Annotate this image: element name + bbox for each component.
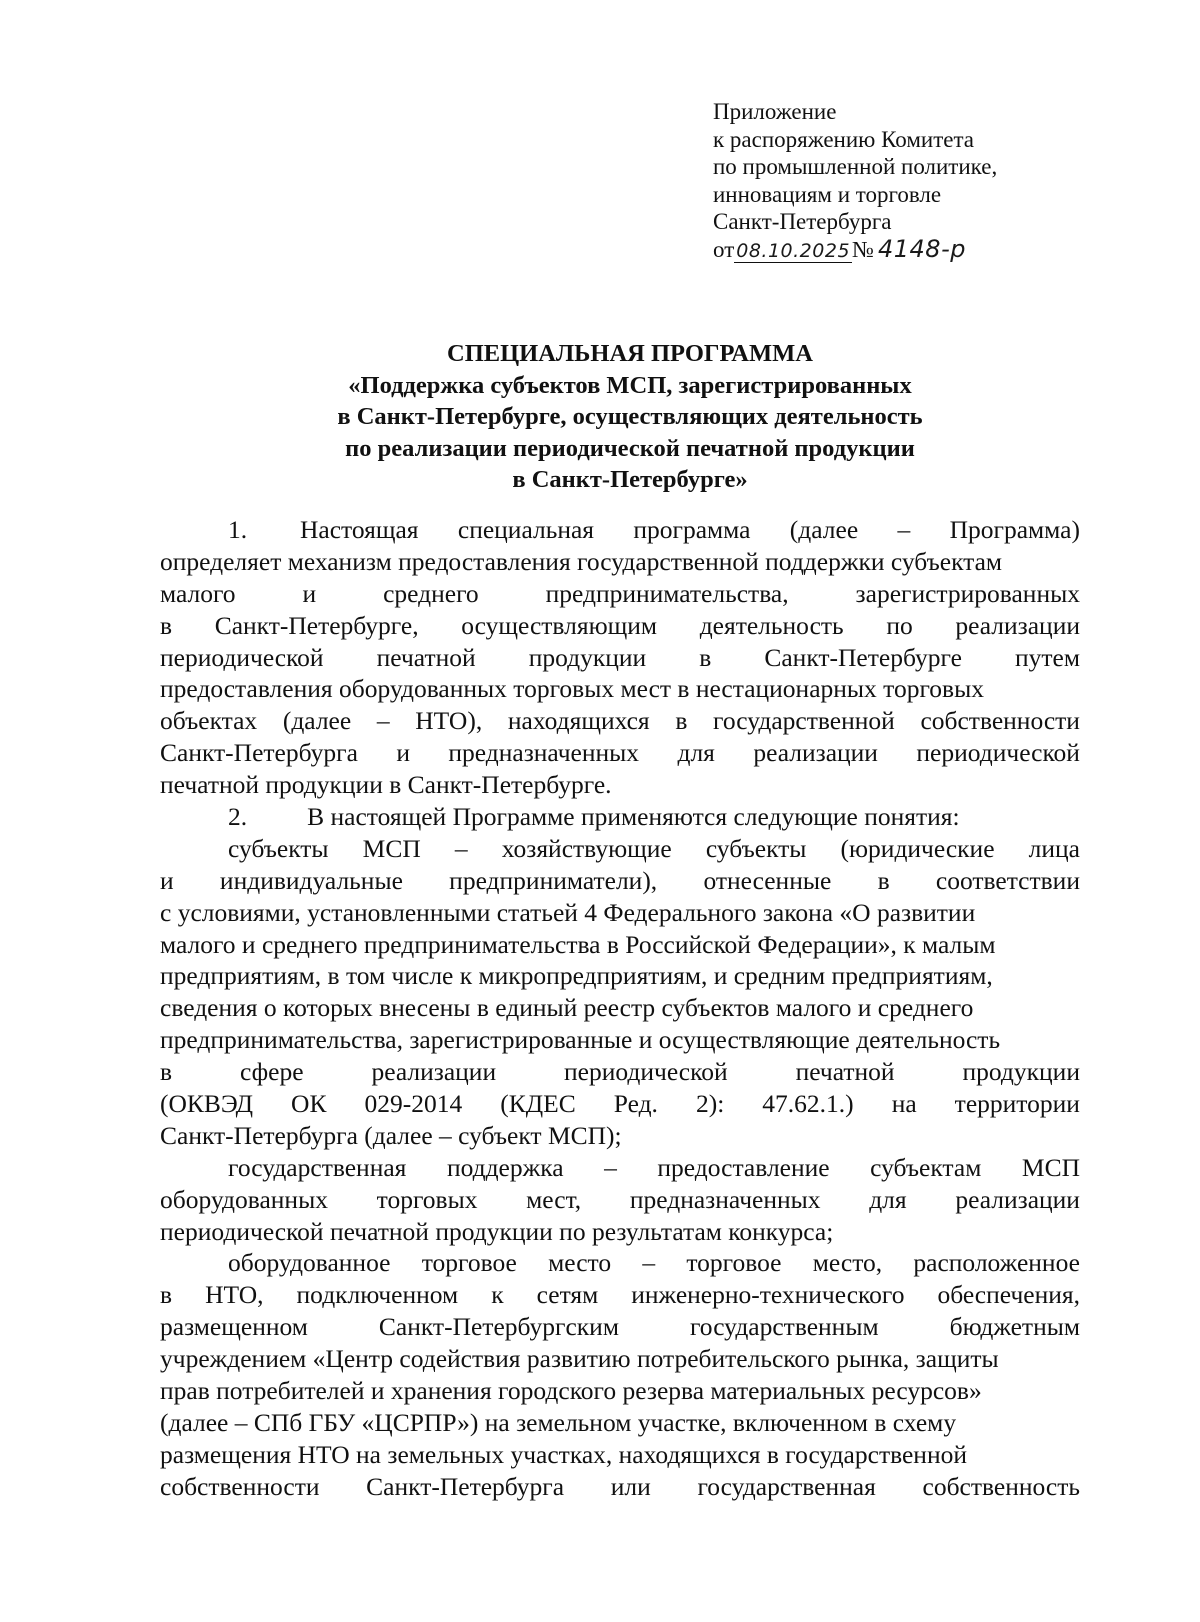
justified-words bbox=[160, 1247, 1080, 1279]
word: и bbox=[160, 865, 174, 895]
word: реализации bbox=[753, 738, 878, 768]
word: среднего bbox=[383, 578, 479, 608]
word: периодической bbox=[564, 1057, 728, 1087]
word: Санкт-Петербурге, bbox=[214, 610, 419, 640]
word: МСП bbox=[1021, 1152, 1080, 1182]
word: (ОКВЭД bbox=[160, 1089, 254, 1119]
word: Ред. bbox=[613, 1089, 658, 1119]
word: предпринимательства, bbox=[545, 578, 789, 608]
word: место bbox=[548, 1248, 612, 1278]
word: периодической bbox=[160, 642, 324, 672]
word: (далее bbox=[789, 515, 859, 544]
word: предприниматели), bbox=[449, 865, 658, 895]
title-line: СПЕЦИАЛЬНАЯ ПРОГРАММА bbox=[447, 340, 813, 367]
word: к bbox=[491, 1280, 504, 1310]
word: в bbox=[877, 865, 890, 895]
line-text: В настоящей Программе применяются следующие понятия: bbox=[307, 802, 960, 832]
justified-words bbox=[160, 642, 1080, 674]
justified-words bbox=[160, 1056, 1080, 1088]
word: оборудованное bbox=[228, 1248, 391, 1278]
word: субъектам bbox=[870, 1152, 982, 1182]
word: и bbox=[302, 578, 317, 608]
line-text: предоставления оборудованных торговых мест в нестационарных торговых bbox=[160, 674, 984, 704]
word: предназначенных bbox=[629, 1184, 821, 1214]
justified-words bbox=[160, 1088, 1080, 1120]
word: по bbox=[886, 610, 913, 640]
justified-words bbox=[160, 1311, 1080, 1343]
line-text: (далее – СПб ГБУ «ЦСРПР») на земельном участке, включенном в схему bbox=[160, 1407, 957, 1437]
word: место, bbox=[812, 1248, 883, 1278]
word: или bbox=[610, 1471, 651, 1501]
text-line bbox=[160, 546, 1080, 578]
word: поддержка bbox=[446, 1152, 564, 1182]
word: НТО), bbox=[415, 706, 483, 736]
word: подключенном bbox=[296, 1280, 459, 1310]
word: Настоящая bbox=[300, 515, 419, 544]
paragraph-1-first-line bbox=[160, 514, 1080, 546]
word: НТО, bbox=[205, 1280, 264, 1310]
paragraph-2-first-line bbox=[160, 801, 1080, 833]
number-prefix: № bbox=[852, 236, 874, 262]
justified-words bbox=[160, 737, 1080, 769]
appendix-line: инновациям и торговле bbox=[713, 181, 942, 207]
text-line bbox=[160, 673, 1080, 705]
word: собственности bbox=[160, 1471, 320, 1501]
line-text: предпринимательства, зарегистрированные и осуществляющие деятельность bbox=[160, 1025, 1001, 1055]
word: в bbox=[699, 642, 712, 672]
word: 47.62.1.) bbox=[762, 1089, 854, 1119]
justified-words bbox=[160, 1184, 1080, 1216]
word: (юридические bbox=[840, 833, 995, 863]
word: – bbox=[604, 1152, 617, 1182]
word: – bbox=[897, 515, 911, 544]
word: 2): bbox=[695, 1089, 725, 1119]
document-title bbox=[200, 338, 1060, 496]
word: Санкт-Петербурге bbox=[764, 642, 962, 672]
word: собственность bbox=[922, 1471, 1080, 1501]
word: лица bbox=[1028, 833, 1080, 863]
word: МСП bbox=[362, 833, 421, 863]
word: бюджетным bbox=[949, 1312, 1080, 1342]
handwritten-number: 4148-р bbox=[878, 234, 966, 263]
word: осуществляющим bbox=[461, 610, 658, 640]
word: – bbox=[376, 706, 390, 736]
justified-words bbox=[160, 705, 1080, 737]
text-line bbox=[160, 1120, 1080, 1152]
text-line bbox=[160, 992, 1080, 1024]
line-text: сведения о которых внесены в единый реестр субъектов малого и среднего bbox=[160, 993, 974, 1023]
word: размещенном bbox=[160, 1312, 308, 1342]
word: Программа) bbox=[949, 515, 1080, 544]
word: путем bbox=[1014, 642, 1080, 672]
word: торговое bbox=[421, 1248, 517, 1278]
word: торговых bbox=[376, 1184, 478, 1214]
word: обеспечения, bbox=[937, 1280, 1080, 1310]
word: предоставление bbox=[657, 1152, 830, 1182]
word: реализации bbox=[955, 610, 1080, 640]
appendix-line: Приложение bbox=[713, 99, 837, 124]
word: Санкт-Петербурга bbox=[366, 1471, 565, 1501]
word: территории bbox=[954, 1089, 1080, 1119]
justified-words bbox=[160, 1471, 1080, 1503]
word: отнесенные bbox=[703, 865, 832, 895]
title-line: в Санкт-Петербурге, осуществляющих деятельность bbox=[337, 403, 923, 430]
word: объектах bbox=[160, 706, 258, 736]
word: зарегистрированных bbox=[855, 578, 1080, 608]
appendix-header bbox=[713, 98, 1033, 265]
text-line bbox=[160, 1216, 1080, 1248]
line-text: прав потребителей и хранения городского резерва материальных ресурсов» bbox=[160, 1376, 982, 1406]
text-line bbox=[160, 960, 1080, 992]
word: малого bbox=[160, 578, 236, 608]
word: 029-2014 bbox=[364, 1089, 463, 1119]
word: (далее bbox=[282, 706, 352, 736]
title-line: по реализации периодической печатной продукции bbox=[345, 434, 915, 462]
word: государственная bbox=[228, 1152, 407, 1182]
word: хозяйствующие bbox=[501, 833, 672, 863]
word: реализации bbox=[955, 1184, 1080, 1214]
word: соответствии bbox=[935, 865, 1080, 895]
word: торговое bbox=[686, 1248, 782, 1278]
line-text: определяет механизм предоставления государственной поддержки субъектам bbox=[160, 546, 1003, 576]
word: Санкт-Петербурга bbox=[160, 738, 358, 768]
text-line bbox=[160, 769, 1080, 801]
text-line bbox=[160, 1375, 1080, 1407]
title-line: «Поддержка субъектов МСП, зарегистрированных bbox=[348, 371, 912, 399]
justified-words bbox=[160, 833, 1080, 865]
text-line bbox=[160, 929, 1080, 961]
word: находящихся bbox=[507, 706, 650, 736]
document-body bbox=[160, 514, 1080, 1503]
justified-words bbox=[160, 865, 1080, 897]
word: – bbox=[454, 833, 468, 863]
text-line bbox=[160, 897, 1080, 929]
line-text: периодической печатной продукции по результатам конкурса; bbox=[160, 1216, 834, 1246]
justified-words bbox=[160, 1279, 1080, 1311]
word: оборудованных bbox=[160, 1184, 328, 1214]
word: деятельность bbox=[699, 610, 844, 640]
justified-words bbox=[300, 514, 1080, 546]
line-text: печатной продукции в Санкт-Петербурге. bbox=[160, 770, 612, 800]
word: предназначенных bbox=[448, 738, 640, 768]
line-text: предприятиям, в том числе к микропредприятиям, и средним предприятиям, bbox=[160, 961, 993, 991]
handwritten-date: 08.10.2025 bbox=[736, 239, 851, 262]
line-text: размещения НТО на земельных участках, находящихся в государственной bbox=[160, 1439, 967, 1469]
text-line bbox=[160, 1439, 1080, 1471]
word: в bbox=[160, 1280, 173, 1310]
word: инженерно-технического bbox=[631, 1280, 905, 1310]
word: в bbox=[160, 610, 173, 640]
appendix-date-number-line bbox=[713, 236, 1033, 266]
word: в bbox=[675, 706, 688, 736]
word: индивидуальные bbox=[219, 865, 403, 895]
line-text: Санкт-Петербурга (далее – субъект МСП); bbox=[160, 1120, 622, 1150]
word: мест, bbox=[526, 1184, 582, 1214]
word: государственным bbox=[689, 1312, 879, 1342]
text-line bbox=[160, 1343, 1080, 1375]
word: периодической bbox=[916, 738, 1080, 768]
word: в bbox=[160, 1057, 173, 1087]
word: расположенное bbox=[913, 1248, 1080, 1278]
word: – bbox=[642, 1248, 656, 1278]
word: субъекты bbox=[228, 833, 329, 863]
word: государственная bbox=[697, 1471, 876, 1501]
justified-words bbox=[160, 578, 1080, 610]
word: для bbox=[677, 738, 715, 768]
date-prefix: от bbox=[713, 236, 735, 262]
justified-words bbox=[160, 1152, 1080, 1184]
word: печатной bbox=[376, 642, 476, 672]
word: реализации bbox=[371, 1057, 497, 1087]
justified-words bbox=[160, 610, 1080, 642]
word: на bbox=[891, 1089, 917, 1119]
word: специальная bbox=[457, 515, 595, 544]
title-line: в Санкт-Петербурге» bbox=[512, 466, 748, 493]
appendix-line: к распоряжению Комитета bbox=[713, 126, 974, 152]
word: государственной bbox=[713, 706, 895, 736]
word: продукции bbox=[528, 642, 647, 672]
word: программа bbox=[633, 515, 751, 544]
paragraph-number: 1. bbox=[228, 515, 248, 544]
word: и bbox=[396, 738, 410, 768]
word: субъекты bbox=[705, 833, 807, 863]
line-text: малого и среднего предпринимательства в Российской Федерации», к малым bbox=[160, 929, 996, 959]
word: ОК bbox=[291, 1089, 327, 1119]
word: печатной bbox=[795, 1057, 895, 1087]
appendix-line: по промышленной политике, bbox=[713, 154, 998, 179]
word: сетям bbox=[536, 1280, 599, 1310]
text-line bbox=[160, 1407, 1080, 1439]
appendix-line: Санкт-Петербурга bbox=[713, 209, 892, 234]
word: для bbox=[869, 1184, 907, 1214]
text-line bbox=[160, 1024, 1080, 1056]
word: сфере bbox=[239, 1057, 304, 1087]
word: продукции bbox=[962, 1057, 1080, 1087]
line-text: с условиями, установленными статьей 4 Федерального закона «О развитии bbox=[160, 897, 976, 927]
line-text: учреждением «Центр содействия развитию потребительского рынка, защиты bbox=[160, 1344, 999, 1374]
word: (КДЕС bbox=[500, 1089, 576, 1119]
word: Санкт-Петербургским bbox=[378, 1312, 619, 1342]
paragraph-number: 2. bbox=[228, 802, 248, 832]
word: собственности bbox=[920, 706, 1080, 736]
